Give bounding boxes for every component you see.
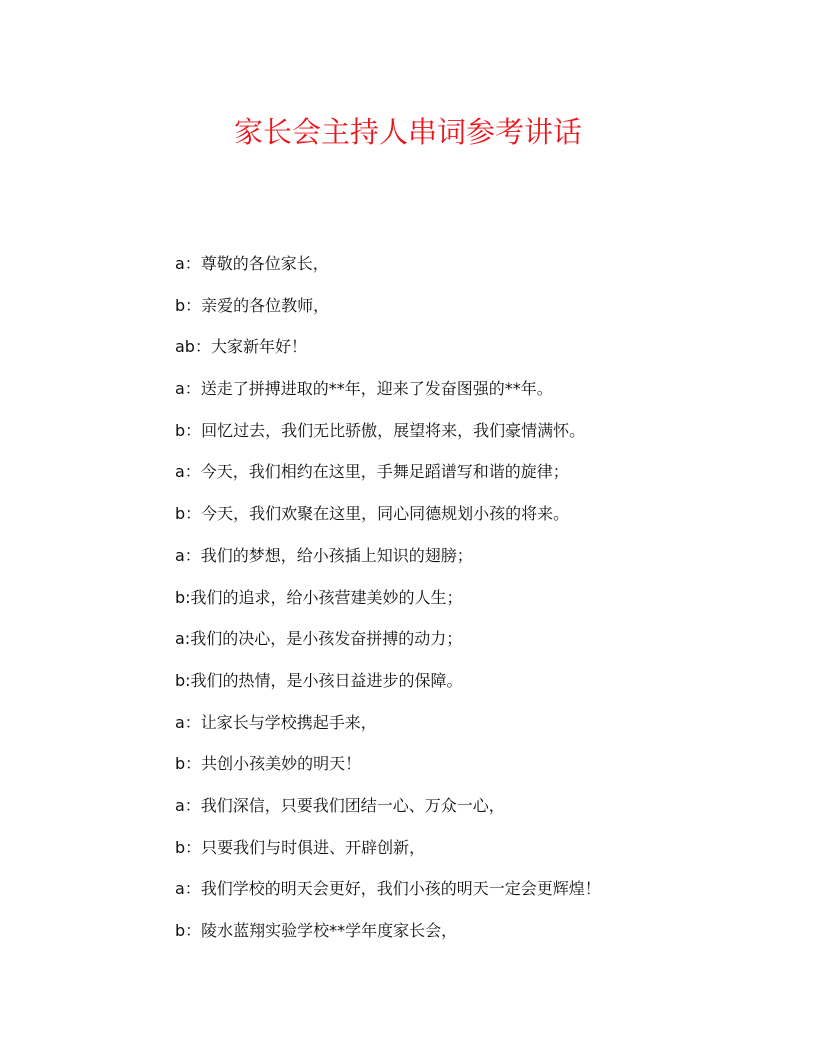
script-line: a:我们的决心，是小孩发奋拼搏的动力；: [175, 629, 463, 649]
script-line: b：只要我们与时俱进、开辟创新，: [175, 837, 426, 857]
script-line: b：回忆过去，我们无比骄傲，展望将来，我们豪情满怀。: [175, 420, 586, 440]
script-line: b:我们的追求，给小孩营建美妙的人生；: [175, 587, 463, 607]
script-line: a：我们深信，只要我们团结一心、万众一心，: [175, 795, 505, 815]
script-line: a：今天，我们相约在这里，手舞足蹈谱写和谐的旋律；: [175, 462, 569, 482]
script-line: a：我们学校的明天会更好，我们小孩的明天一定会更辉煌！: [175, 879, 601, 899]
script-line: ab：大家新年好！: [175, 337, 307, 357]
script-line: b：今天，我们欢聚在这里，同心同德规划小孩的将来。: [175, 504, 570, 524]
script-line: a：送走了拼搏进取的**年，迎来了发奋图强的**年。: [175, 379, 553, 399]
script-line: a：我们的梦想，给小孩插上知识的翅膀；: [175, 545, 473, 565]
script-line: b：亲爱的各位教师，: [175, 295, 330, 315]
script-lines: [175, 250, 715, 959]
script-line: b：共创小孩美妙的明天！: [175, 754, 362, 774]
script-line: a：让家长与学校携起手来，: [175, 712, 377, 732]
script-line: b：陵水蓝翔实验学校**学年度家长会，: [175, 921, 458, 940]
script-line: a：尊敬的各位家长，: [175, 254, 329, 273]
script-line: b:我们的热情，是小孩日益进步的保障。: [175, 670, 463, 690]
document-title: 家长会主持人串词参考讲话: [233, 115, 582, 149]
